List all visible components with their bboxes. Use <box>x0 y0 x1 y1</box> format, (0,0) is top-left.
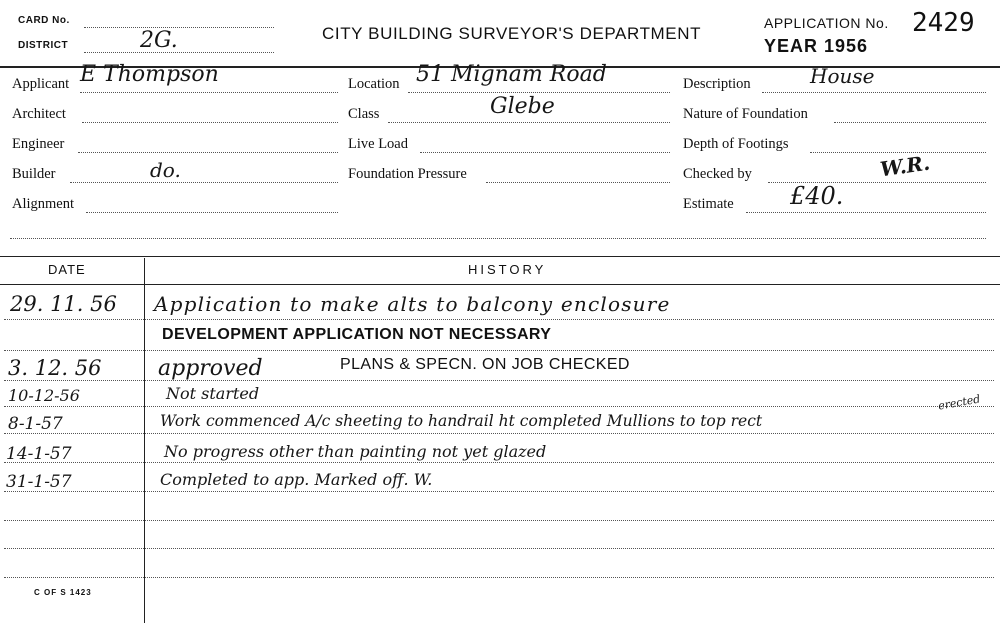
row-line <box>4 462 994 463</box>
history-date: 14-1-57 <box>6 444 72 464</box>
card-no-line <box>84 27 274 28</box>
estimate-line <box>746 212 986 213</box>
engineer-label: Engineer <box>12 136 65 152</box>
history-date: 31-1-57 <box>6 472 72 492</box>
applicant-value: E Thompson <box>80 62 219 87</box>
foundation-pressure-label: Foundation Pressure <box>348 166 467 182</box>
history-entry: No progress other than painting not yet glazed <box>164 442 547 461</box>
applicant-label: Applicant <box>12 76 70 92</box>
class-value: Glebe <box>490 94 555 119</box>
applicant-line <box>80 92 338 93</box>
year-label: YEAR 1956 <box>764 36 869 56</box>
foundation-pressure-line <box>486 182 670 183</box>
district-value: 2G. <box>140 28 178 53</box>
location-value: 51 Mignam Road <box>416 62 607 87</box>
row-line <box>4 433 994 434</box>
card-no-label: CARD No. <box>18 15 70 26</box>
row-line <box>4 491 994 492</box>
district-line <box>84 52 274 53</box>
builder-label: Builder <box>12 166 56 182</box>
row-line <box>4 577 994 578</box>
history-entry: Completed to app. Marked off. W. <box>160 470 433 489</box>
builder-value: do. <box>150 158 181 182</box>
department-title: CITY BUILDING SURVEYOR'S DEPARTMENT <box>322 24 702 43</box>
live-load-label: Live Load <box>348 136 408 152</box>
estimate-label: Estimate <box>683 196 734 212</box>
district-label: DISTRICT <box>18 40 69 51</box>
history-entry: Not started <box>166 384 260 403</box>
date-column-heading: DATE <box>48 262 86 277</box>
row-line <box>4 520 994 521</box>
description-line <box>762 92 986 93</box>
description-value: House <box>810 64 875 88</box>
application-no-label: APPLICATION No. <box>764 15 889 31</box>
history-entry: Application to make alts to balcony enclosure <box>154 292 671 316</box>
estimate-value: £40. <box>790 182 844 210</box>
row-line <box>4 319 994 320</box>
location-line <box>408 92 670 93</box>
architect-line <box>82 122 338 123</box>
row-line <box>4 380 994 381</box>
checked-by-value: W.R. <box>878 150 932 182</box>
history-note: erected <box>937 392 982 413</box>
blank-field-line <box>10 238 986 239</box>
location-label: Location <box>348 76 400 92</box>
checked-by-label: Checked by <box>683 166 752 182</box>
alignment-label: Alignment <box>12 196 75 212</box>
row-line <box>4 350 994 351</box>
fields-divider <box>0 256 1000 257</box>
history-stamp: DEVELOPMENT APPLICATION NOT NECESSARY <box>162 326 552 343</box>
date-column-divider <box>144 258 145 623</box>
nature-of-foundation-label: Nature of Foundation <box>683 106 808 122</box>
table-heading-divider <box>0 284 1000 285</box>
history-date: 10-12-56 <box>8 386 80 405</box>
nature-of-foundation-line <box>834 122 986 123</box>
history-entry: Work commenced A/c sheeting to handrail ht completed Mullions to top rect <box>160 412 763 430</box>
row-line <box>4 548 994 549</box>
alignment-line <box>86 212 338 213</box>
class-label: Class <box>348 106 380 122</box>
row-line <box>4 406 994 407</box>
live-load-line <box>420 152 670 153</box>
application-no-value: 2429 <box>912 8 975 38</box>
history-column-heading: HISTORY <box>468 262 547 277</box>
history-date: 3. 12. 56 <box>8 356 102 380</box>
history-date: 8-1-57 <box>8 414 63 434</box>
engineer-line <box>78 152 338 153</box>
depth-of-footings-line <box>810 152 986 153</box>
class-line <box>388 122 670 123</box>
form-code: C OF S 1423 <box>34 588 92 597</box>
history-stamp: PLANS & SPECN. ON JOB CHECKED <box>340 356 630 373</box>
builder-line <box>70 182 338 183</box>
description-label: Description <box>683 76 751 92</box>
architect-label: Architect <box>12 106 66 122</box>
history-date: 29. 11. 56 <box>10 292 117 316</box>
depth-of-footings-label: Depth of Footings <box>683 136 789 152</box>
history-entry: approved <box>158 356 263 381</box>
